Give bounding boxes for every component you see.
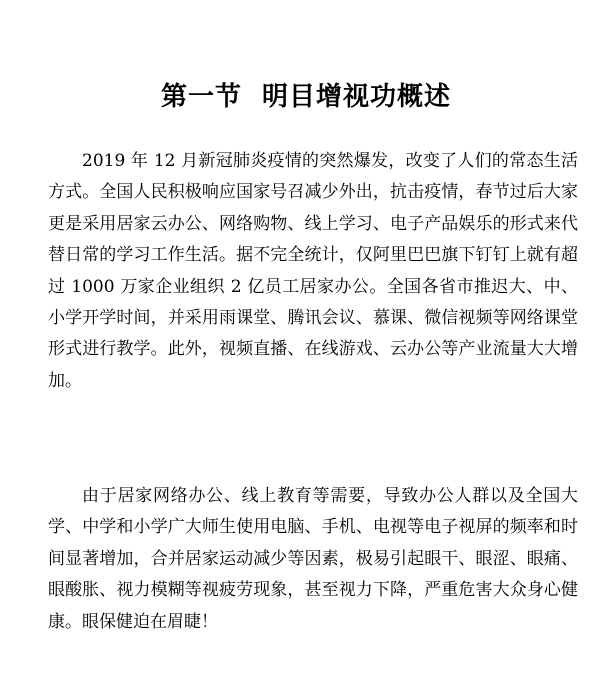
paragraph-2: 由于居家网络办公、线上教育等需要，导致办公人群以及全国大学、中学和小学广大师生使用电脑、手机、电视等电子视屏的频率和时间显著增加，合并居家运动减少等因素，极易引起眼干、眼涩、眼痛、眼酸胀、视力模糊等视疲劳现象，甚至视力下降，严重危害大众身心健康。眼保健迫在眉睫！ — [48, 486, 578, 632]
paragraph-1: 2019 年 12 月新冠肺炎疫情的突然爆发，改变了人们的常态生活方式。全国人民积极响应国家号召减少外出，抗击疫情，春节过后大家更是采用居家云办公、网络购物、线上学习、电子产品娱乐的形式来代替日常的学习工作生活。据不完全统计，仅阿里巴巴旗下钉钉上就有超过 1000 万家企业组织 2 亿员工居家办公。全国各省市推迟大、中、小学开学时间，并采用雨课堂、腾讯会议、慕课、微信视频等网络课堂形式进行教学。此外，视频直播、在线游戏、云办公等产业流量大大增加。 — [48, 151, 578, 391]
section-title: 第一节 明目增视功概述 — [160, 82, 452, 112]
